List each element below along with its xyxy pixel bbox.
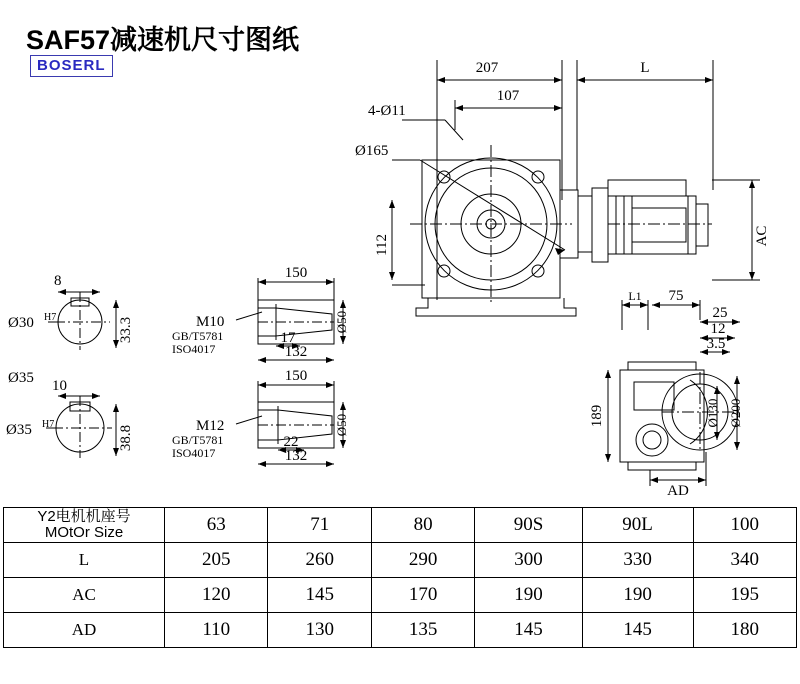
- dim-12: 12: [710, 321, 726, 337]
- dim-38-8: 38.8: [118, 424, 134, 452]
- dim-d50-a: Ø50: [334, 310, 349, 334]
- std-iso-a: ISO4017: [172, 342, 216, 356]
- cell: 190: [582, 578, 693, 613]
- row-label-motor-size: [4, 508, 165, 543]
- cell: 90S: [475, 508, 582, 543]
- row-label-l: L: [4, 543, 165, 578]
- cell: 71: [268, 508, 371, 543]
- cell: 145: [582, 613, 693, 648]
- dim-207: 207: [475, 60, 499, 76]
- dim-d130: Ø130: [705, 398, 720, 428]
- dim-150-b: 150: [284, 368, 308, 384]
- dim-112: 112: [374, 234, 390, 256]
- cell: 90L: [582, 508, 693, 543]
- dim-4xd11: 4-Ø11: [368, 103, 406, 119]
- cell: 340: [693, 543, 796, 578]
- dim-189: 189: [589, 404, 605, 428]
- logo-text: BOSERL: [37, 57, 106, 74]
- cell: 290: [371, 543, 474, 578]
- cell: 180: [693, 613, 796, 648]
- dim-l1: L1: [628, 289, 642, 303]
- row-label-line-en: MOtOr Size: [44, 524, 124, 541]
- dim-d30-tol: H7: [44, 312, 57, 323]
- cell: 145: [268, 578, 371, 613]
- thread-m10: M10: [196, 314, 225, 330]
- dim-d200: Ø200: [728, 398, 743, 428]
- cell: 205: [165, 543, 268, 578]
- dim-150-a: 150: [284, 265, 308, 281]
- page-title: SAF57减速机尺寸图纸: [26, 25, 300, 55]
- dim-25: 25: [712, 305, 728, 321]
- dim-75: 75: [668, 288, 684, 304]
- cell: 300: [475, 543, 582, 578]
- cell: 110: [165, 613, 268, 648]
- row-label-ad: AD: [4, 613, 165, 648]
- dim-key8: 8: [54, 273, 62, 289]
- dim-d35-tol: H7: [42, 419, 55, 430]
- dim-3-5: 3.5: [706, 336, 726, 352]
- dim-33-3: 33.3: [118, 316, 134, 344]
- cell: 190: [475, 578, 582, 613]
- cell: 145: [475, 613, 582, 648]
- cell: 120: [165, 578, 268, 613]
- table-row: [4, 613, 797, 648]
- dim-107: 107: [496, 88, 520, 104]
- note-d35: Ø35: [8, 370, 34, 386]
- std-iso-b: ISO4017: [172, 446, 216, 460]
- dim-d35: Ø35: [6, 422, 32, 438]
- table-row: [4, 543, 797, 578]
- motor-size-table: [3, 507, 797, 648]
- dim-d50-b: Ø50: [334, 413, 349, 437]
- cell: 170: [371, 578, 474, 613]
- dim-17: 17: [280, 330, 296, 346]
- cell: 135: [371, 613, 474, 648]
- std-gb-b: GB/T5781: [172, 433, 224, 447]
- cell: 330: [582, 543, 693, 578]
- table-row: [4, 578, 797, 613]
- dim-d165: Ø165: [355, 143, 389, 159]
- cell: 195: [693, 578, 796, 613]
- thread-m12: M12: [196, 418, 225, 434]
- row-label-line-cn: Y2电机机座号: [37, 508, 131, 526]
- dim-d30: Ø30: [8, 315, 34, 331]
- std-gb-a: GB/T5781: [172, 329, 224, 343]
- label-ad: AD: [667, 483, 689, 499]
- dim-key10: 10: [52, 378, 67, 394]
- row-label-ac: AC: [4, 578, 165, 613]
- label-ac: AC: [754, 225, 770, 247]
- table-row: [4, 508, 797, 543]
- dim-L: L: [640, 60, 650, 76]
- cell: 80: [371, 508, 474, 543]
- cell: 100: [693, 508, 796, 543]
- cell: 63: [165, 508, 268, 543]
- dim-22: 22: [283, 434, 299, 450]
- cell: 130: [268, 613, 371, 648]
- cell: 260: [268, 543, 371, 578]
- dim-132-b: 132: [284, 448, 308, 464]
- dim-132-a: 132: [284, 344, 308, 360]
